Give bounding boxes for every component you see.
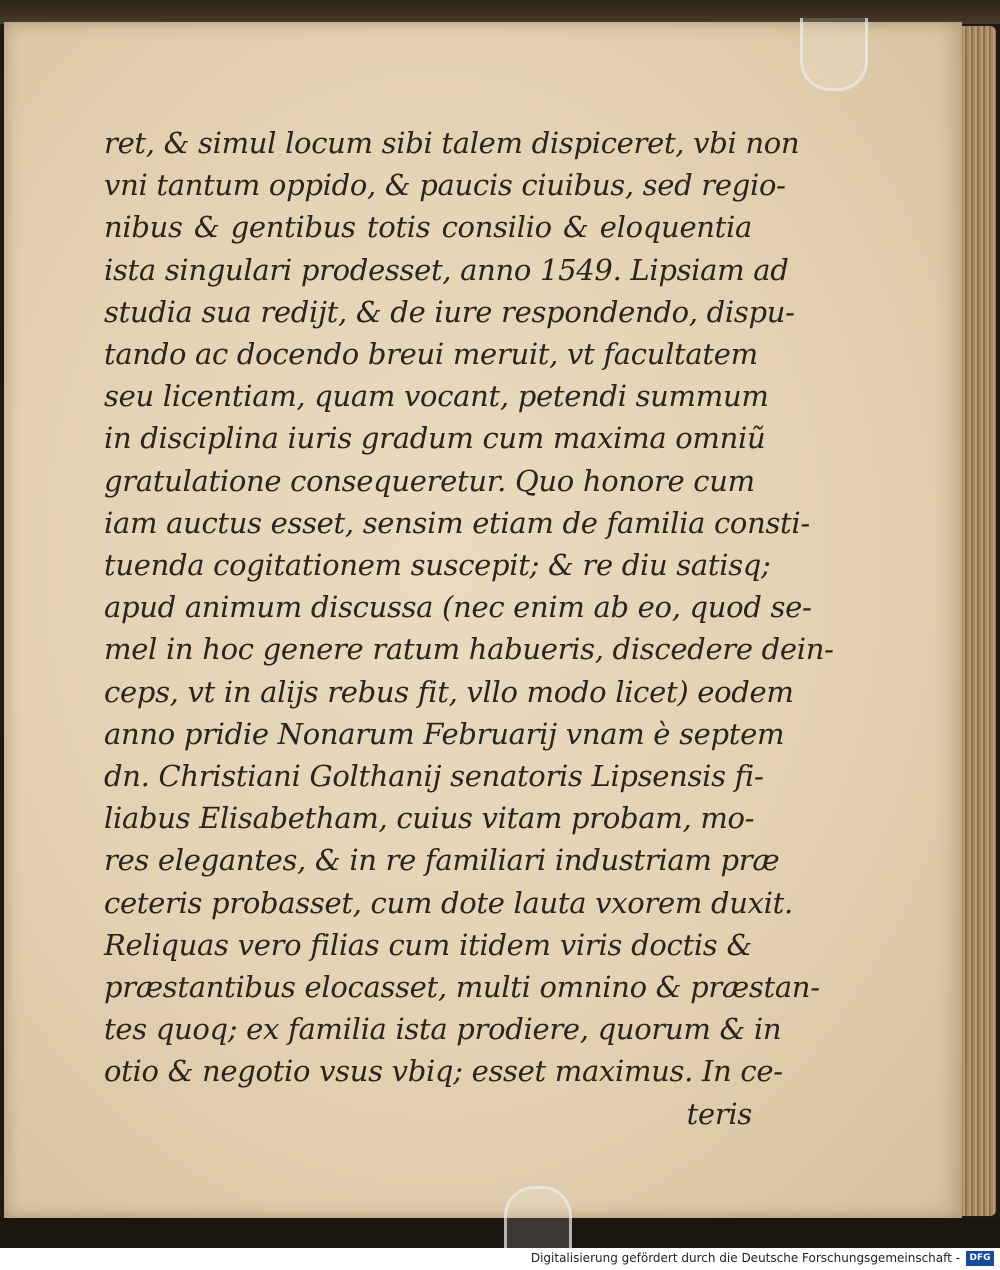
page-clip-icon — [800, 18, 868, 91]
text-line: gratulatione consequeretur. Quo honore cum — [104, 463, 755, 498]
text-line: studia sua redijt, & de iure respondendo, dispu- — [104, 294, 795, 329]
text-line: vni tantum oppido, & paucis ciuibus, sed regio- — [104, 168, 786, 203]
funding-notice: Digitalisierung gefördert durch die Deutsche Forschungsgemeinschaft - — [530, 1251, 960, 1265]
text-line: tes quoq; ex familia ista prodiere, quorum & in — [104, 1012, 782, 1047]
text-line: mel in hoc genere ratum habueris, discedere dein- — [104, 632, 834, 667]
catchword: teris — [686, 1096, 752, 1131]
text-line: seu licentiam, quam vocant, petendi summum — [104, 379, 769, 414]
text-line: ret, & simul locum sibi talem dispiceret, vbi non — [104, 126, 800, 160]
book-bottom-edge — [0, 1218, 1000, 1248]
text-line: res elegantes, & in re familiari industriam præ — [104, 843, 780, 878]
page-text — [104, 122, 834, 1135]
text-line: præstantibus elocasset, multi omnino & præstan- — [104, 970, 820, 1005]
text-line: Reliquas vero filias cum itidem viris doctis & — [104, 927, 752, 962]
text-line: ceteris probasset, cum dote lauta vxorem duxit. — [104, 885, 793, 920]
text-line: in disciplina iuris gradum cum maxima omniũ — [104, 421, 766, 456]
text-line: otio & negotio vsus vbiq; esset maximus. In ce- — [104, 1054, 783, 1089]
text-line: dn. Christiani Golthanij senatoris Lipsensis fi- — [104, 759, 764, 794]
text-line: tuenda cogitationem suscepit; & re diu satisq; — [104, 548, 771, 583]
page-fore-edge — [962, 26, 996, 1216]
text-line: apud animum discussa (nec enim ab eo, quod se- — [104, 590, 812, 625]
text-line: ceps, vt in alijs rebus fit, vllo modo licet) eodem — [104, 674, 794, 709]
text-line: nibus & gentibus totis consilio & eloquentia — [104, 210, 752, 245]
text-line: iam auctus esset, sensim etiam de familia consti- — [104, 505, 810, 540]
footer-bar — [0, 1248, 1000, 1270]
text-line: liabus Elisabetham, cuius vitam probam, mo- — [104, 801, 755, 836]
text-line: tando ac docendo breui meruit, vt facultatem — [104, 337, 758, 372]
dfg-logo-icon: DFG — [966, 1251, 994, 1266]
text-line: ista singulari prodesset, anno 1549. Lipsiam ad — [104, 252, 789, 287]
text-line: anno pridie Nonarum Februarij vnam è septem — [104, 716, 785, 751]
